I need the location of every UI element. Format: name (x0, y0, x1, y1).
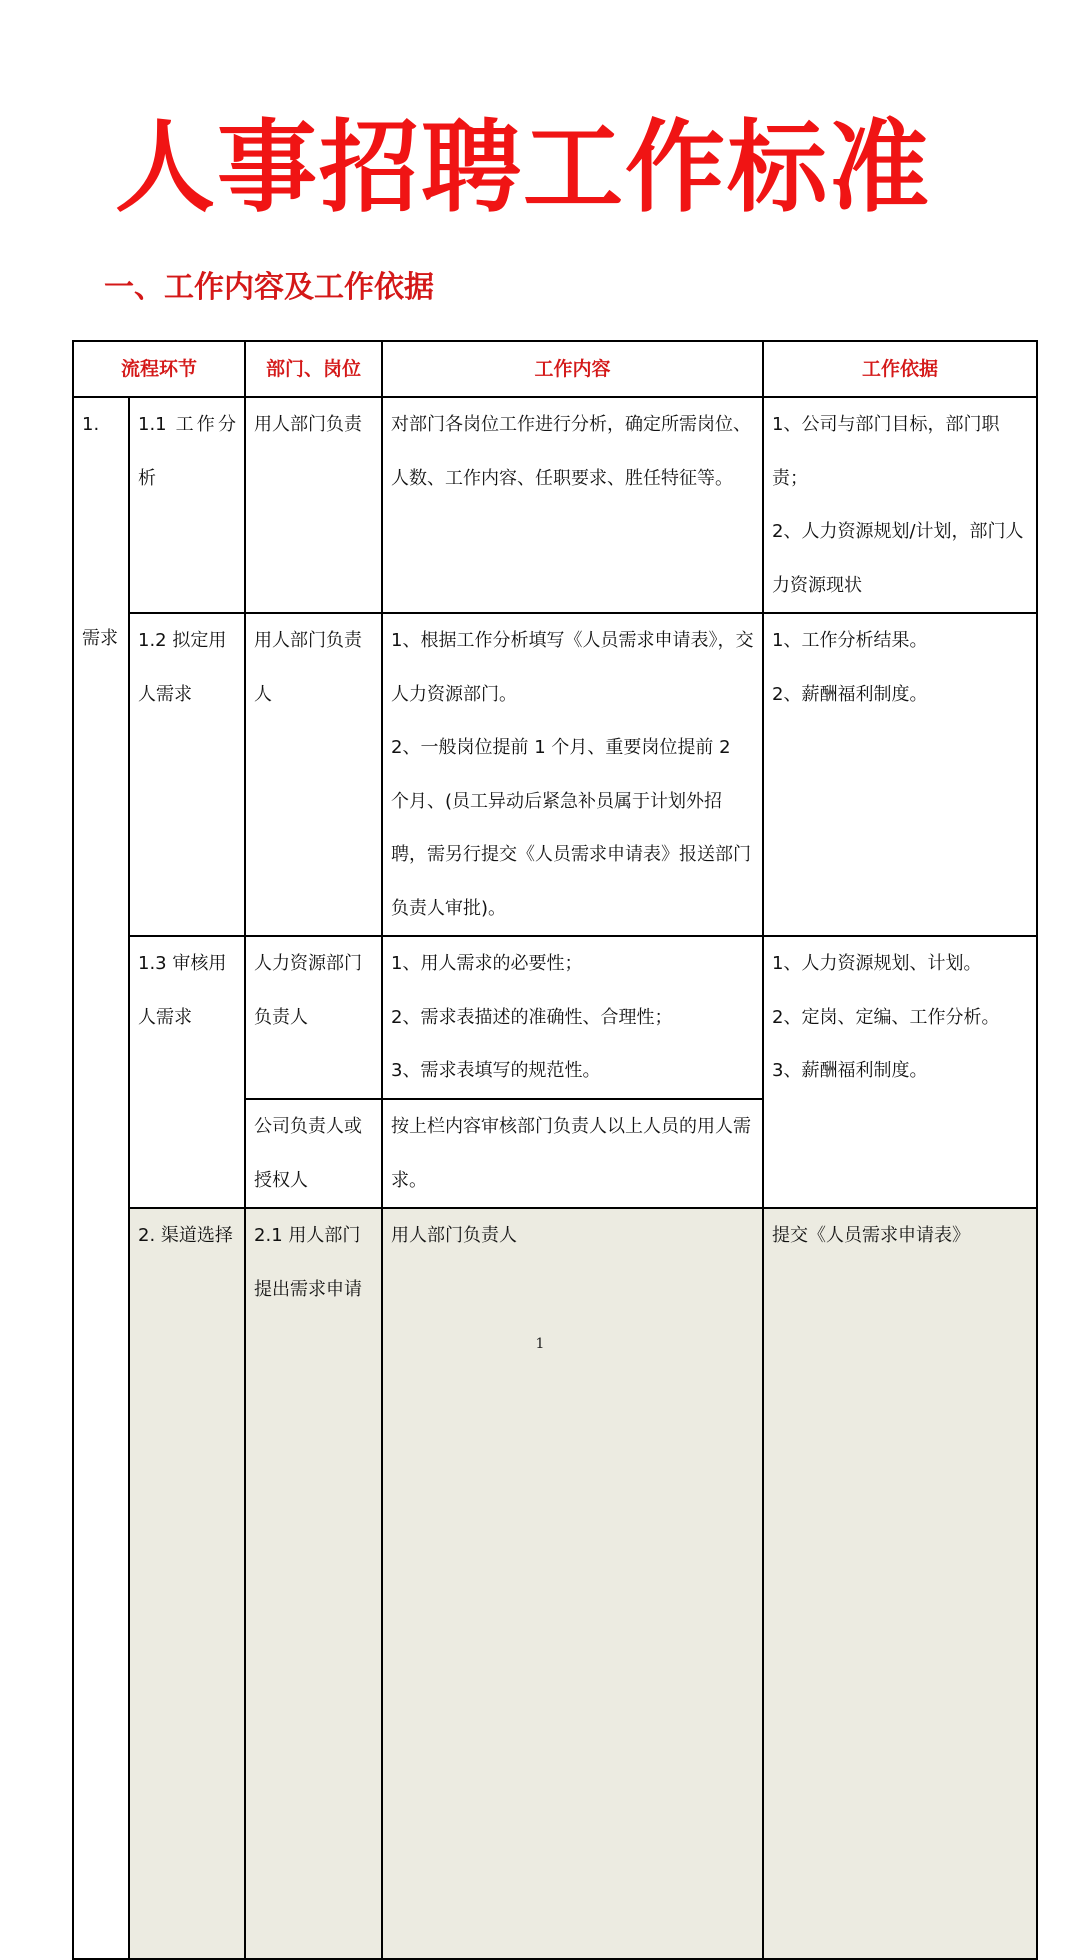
basis-line: 1、公司与部门目标，部门职责； (772, 414, 1000, 489)
header-basis: 工作依据 (763, 341, 1037, 397)
content-line: 对部门各岗位工作进行分析，确定所需岗位、人数、工作内容、任职要求、胜任特征等。 (391, 414, 752, 489)
content-cell (382, 397, 763, 613)
table-row (73, 1208, 1037, 1959)
header-department: 部门、岗位 (245, 341, 382, 397)
table-header-row (73, 341, 1037, 397)
department-cell: 用人部门负责 (245, 397, 382, 613)
content-cell: 提交《人员需求申请表》 (763, 1208, 1037, 1959)
department-cell: 公司负责人或授权人 (245, 1099, 382, 1208)
stage-1-name: 需求 (82, 627, 118, 649)
table-row (73, 613, 1037, 936)
section-heading: 一、工作内容及工作依据 (104, 270, 434, 305)
basis-line: 2、定岗、定编、工作分析。 (772, 1006, 1000, 1028)
step-cell: 2.1 用人部门提出需求申请 (245, 1208, 382, 1959)
basis-line: 1、人力资源规划、计划。 (772, 953, 982, 974)
content-line: 2、需求表描述的准确性、合理性； (391, 1006, 673, 1028)
table-row (73, 397, 1037, 613)
header-process: 流程环节 (73, 341, 245, 397)
basis-cell (763, 613, 1037, 936)
department-cell: 用人部门负责人 (382, 1208, 763, 1959)
content-cell: 按上栏内容审核部门负责人以上人员的用人需求。 (382, 1099, 763, 1208)
basis-cell (763, 936, 1037, 1208)
stage-1-cell (73, 397, 129, 1959)
content-line: 1、用人需求的必要性； (391, 953, 583, 974)
basis-line: 3、薪酬福利制度。 (772, 1060, 928, 1081)
header-content: 工作内容 (382, 341, 763, 397)
department-cell: 人力资源部门负责人 (245, 936, 382, 1099)
document-title: 人事招聘工作标准 (115, 109, 931, 226)
table-row (73, 936, 1037, 1099)
step-cell: 1.2 拟定用人需求 (129, 613, 245, 936)
content-line: 2、一般岗位提前 1 个月、重要岗位提前 2 个月、(员工异动后紧急补员属于计划外招聘，需另行提交《人员需求申请表》报送部门负责人审批)。 (391, 737, 752, 919)
step-cell: 1.1 工作分析 (129, 397, 245, 613)
department-cell: 用人部门负责人 (245, 613, 382, 936)
content-line: 3、需求表填写的规范性。 (391, 1060, 601, 1081)
basis-cell (763, 397, 1037, 613)
basis-line: 2、人力资源规划/计划，部门人力资源现状 (772, 521, 1024, 596)
basis-line: 1、工作分析结果。 (772, 630, 928, 651)
page-number: 1 (535, 1336, 545, 1352)
content-cell (382, 613, 763, 936)
recruitment-standards-table (72, 340, 1038, 1960)
content-line: 1、根据工作分析填写《人员需求申请表》，交人力资源部门。 (391, 630, 754, 705)
stage-1-number: 1. (82, 414, 100, 435)
content-cell (382, 936, 763, 1099)
step-cell: 1.3 审核用人需求 (129, 936, 245, 1208)
stage-2-cell: 2. 渠道选择 (129, 1208, 245, 1959)
basis-line: 2、薪酬福利制度。 (772, 683, 928, 705)
